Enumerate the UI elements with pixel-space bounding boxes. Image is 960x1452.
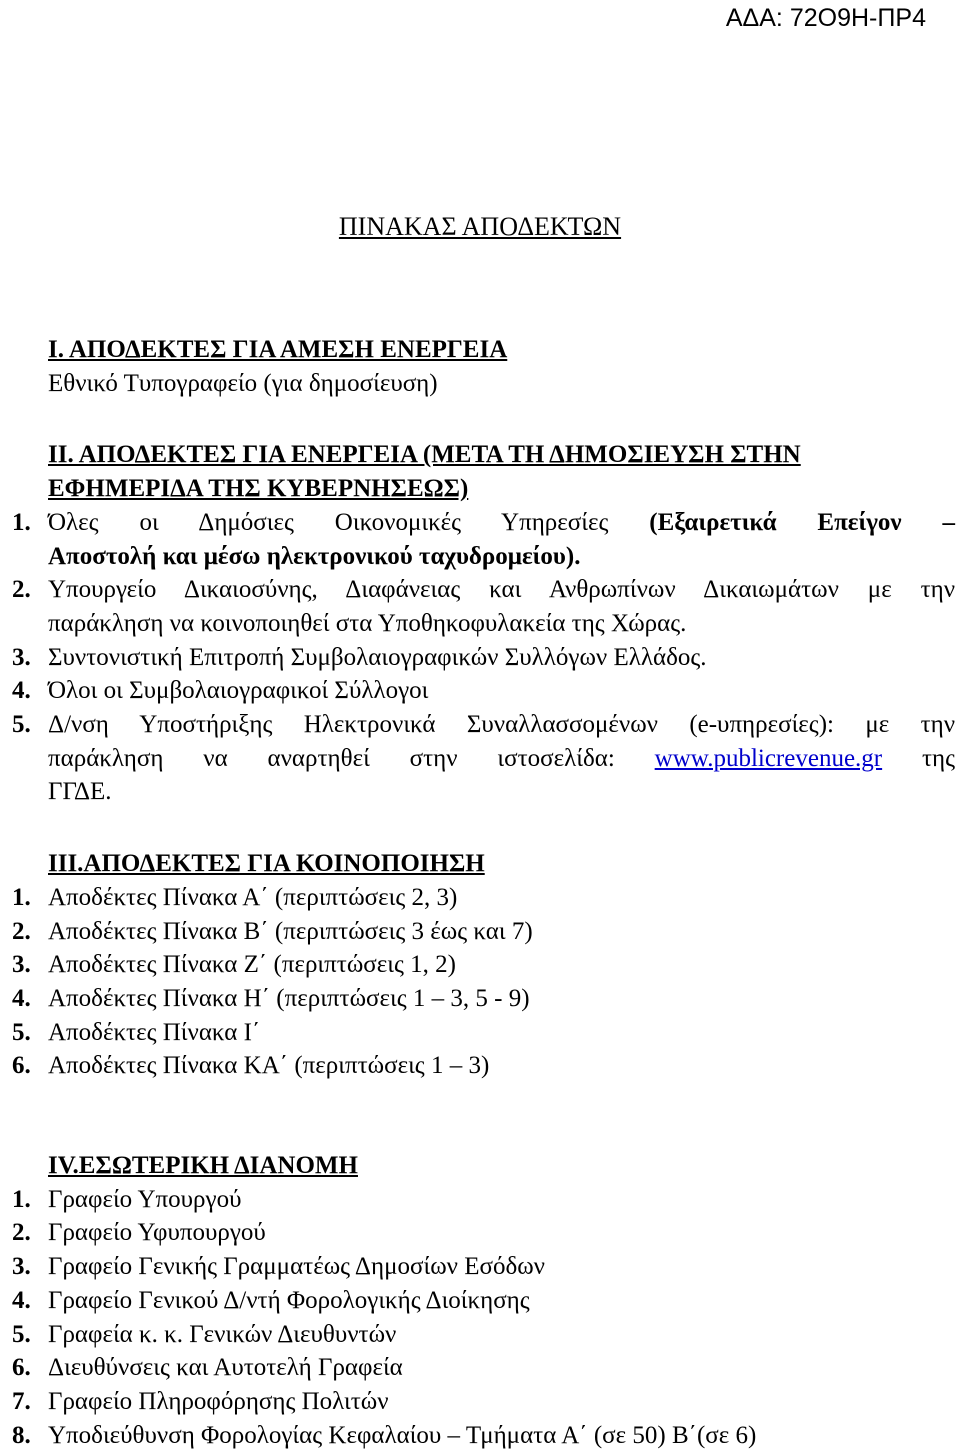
item-text: Αποδέκτες Πίνακα Η΄ (περιπτώσεις 1 – 3, 5 - 9) (48, 984, 530, 1012)
item-text: Αποδέκτες Πίνακα ΚΑ΄ (περιπτώσεις 1 – 3) (48, 1052, 490, 1080)
item-number: 1. (12, 883, 31, 911)
item-text-bold-line2: Αποστολή και μέσω ηλεκτρονικού ταχυδρομείου). (48, 542, 581, 570)
item-text: Αποδέκτες Πίνακα Α΄ (περιπτώσεις 2, 3) (48, 883, 458, 911)
ada-code: ΑΔΑ: 72Ο9Η-ΠΡ4 (725, 4, 926, 32)
list-item (12, 915, 955, 949)
item-number: 3. (12, 643, 31, 671)
item-text: Γραφείο Γενικού Δ/ντή Φορολογικής Διοίκησης (48, 1286, 530, 1314)
item-text: Γραφείο Πληροφόρησης Πολιτών (48, 1387, 389, 1415)
section-4-heading: ΙV.ΕΣΩΤΕΡΙΚΗ ΔΙΑΝΟΜΗ (48, 1152, 358, 1180)
list-item (12, 1419, 955, 1452)
item-number: 5. (12, 1320, 31, 1348)
list-item (12, 1216, 955, 1250)
item-text: Γραφείο Γενικής Γραμματέως Δημοσίων Εσόδων (48, 1253, 545, 1281)
list-item (12, 573, 955, 640)
item-number: 2. (12, 576, 31, 604)
item-number: 2. (12, 1219, 31, 1247)
item-text-pre: παράκληση να αναρτηθεί στην ιστοσελίδα: (48, 744, 615, 772)
item-number: 6. (12, 1052, 31, 1080)
section-4-list (12, 1183, 955, 1452)
item-text: Αποδέκτες Πίνακα Β΄ (περιπτώσεις 3 έως και 7) (48, 917, 533, 945)
section-1-heading: Ι. ΑΠΟΔΕΚΤΕΣ ΓΙΑ ΑΜΕΣΗ ΕΝΕΡΓΕΙΑ (48, 336, 508, 363)
item-text-plain: Όλες οι Δημόσιες Οικονομικές Υπηρεσίες (48, 508, 609, 536)
document-body (12, 333, 955, 1452)
item-number: 2. (12, 917, 31, 945)
item-text-bold: (Εξαιρετικά Επείγον – (649, 508, 956, 536)
list-item (12, 1385, 955, 1419)
list-item (12, 506, 955, 573)
item-text-line3: ΓΓΔΕ. (48, 778, 112, 806)
list-item (12, 1016, 955, 1050)
item-number: 5. (12, 711, 31, 739)
item-number: 3. (12, 1253, 31, 1281)
item-text: Όλοι οι Συμβολαιογραφικοί Σύλλογοι (48, 677, 429, 705)
item-text: Συντονιστική Επιτροπή Συμβολαιογραφικών Συλλόγων Ελλάδος. (48, 643, 707, 671)
item-text-line2 (48, 742, 955, 776)
item-number: 5. (12, 1018, 31, 1046)
item-number: 4. (12, 984, 31, 1012)
section-2-heading-line2: ΕΦΗΜΕΡΙΔΑ ΤΗΣ ΚΥΒΕΡΝΗΣΕΩΣ) (48, 475, 469, 503)
item-number: 7. (12, 1387, 31, 1415)
item-text-post: της (921, 744, 956, 772)
section-3-list (12, 881, 955, 1083)
item-number: 1. (12, 1185, 31, 1213)
item-number: 3. (12, 951, 31, 979)
item-number: 8. (12, 1421, 31, 1449)
item-text (48, 506, 955, 540)
item-text: Γραφείο Υπουργού (48, 1185, 242, 1213)
list-item (12, 881, 955, 915)
item-text: Αποδέκτες Πίνακα Ζ΄ (περιπτώσεις 1, 2) (48, 951, 456, 979)
list-item (12, 641, 955, 675)
list-item (12, 708, 955, 809)
list-item (12, 674, 955, 708)
item-text: Υποδιεύθυνση Φορολογίας Κεφαλαίου – Τμήματα Α΄ (σε 50) Β΄(σε 6) (48, 1421, 757, 1449)
list-item (12, 1250, 955, 1284)
list-item (12, 1049, 955, 1083)
item-text: Υπουργείο Δικαιοσύνης, Διαφάνειας και Ανθρωπίνων Δικαιωμάτων με την (48, 576, 955, 604)
item-text: Δ/νση Υποστήριξης Ηλεκτρονικά Συναλλασσομένων (e-υπηρεσίες): με την (48, 711, 955, 739)
list-item (12, 982, 955, 1016)
list-item (12, 1183, 955, 1217)
list-item (12, 1351, 955, 1385)
section-1-text: Εθνικό Τυπογραφείο (για δημοσίευση) (48, 369, 438, 397)
list-item (12, 1318, 955, 1352)
item-text-line2: παράκληση να κοινοποιηθεί στα Υποθηκοφυλακεία της Χώρας. (48, 609, 687, 637)
item-text: Γραφείο Υφυπουργού (48, 1219, 266, 1247)
item-number: 4. (12, 1286, 31, 1314)
document-title: ΠΙΝΑΚΑΣ ΑΠΟΔΕΚΤΩΝ (338, 212, 622, 241)
item-text: Γραφεία κ. κ. Γενικών Διευθυντών (48, 1320, 397, 1348)
list-item (12, 948, 955, 982)
section-2-heading-line1: ΙΙ. ΑΠΟΔΕΚΤΕΣ ΓΙΑ ΕΝΕΡΓΕΙΑ (ΜΕΤΑ ΤΗ ΔΗΜΟΣΙΕΥΣΗ ΣΤΗΝ (48, 441, 801, 469)
list-item (12, 1284, 955, 1318)
item-number: 4. (12, 677, 31, 705)
item-number: 6. (12, 1354, 31, 1382)
section-3-heading: ΙΙΙ.ΑΠΟΔΕΚΤΕΣ ΓΙΑ ΚΟΙΝΟΠΟΙΗΣΗ (48, 850, 485, 878)
item-text: Διευθύνσεις και Αυτοτελή Γραφεία (48, 1354, 403, 1382)
item-text: Αποδέκτες Πίνακα Ι΄ (48, 1018, 261, 1046)
publicrevenue-link[interactable]: www.publicrevenue.gr (654, 744, 883, 772)
item-number: 1. (12, 508, 31, 536)
